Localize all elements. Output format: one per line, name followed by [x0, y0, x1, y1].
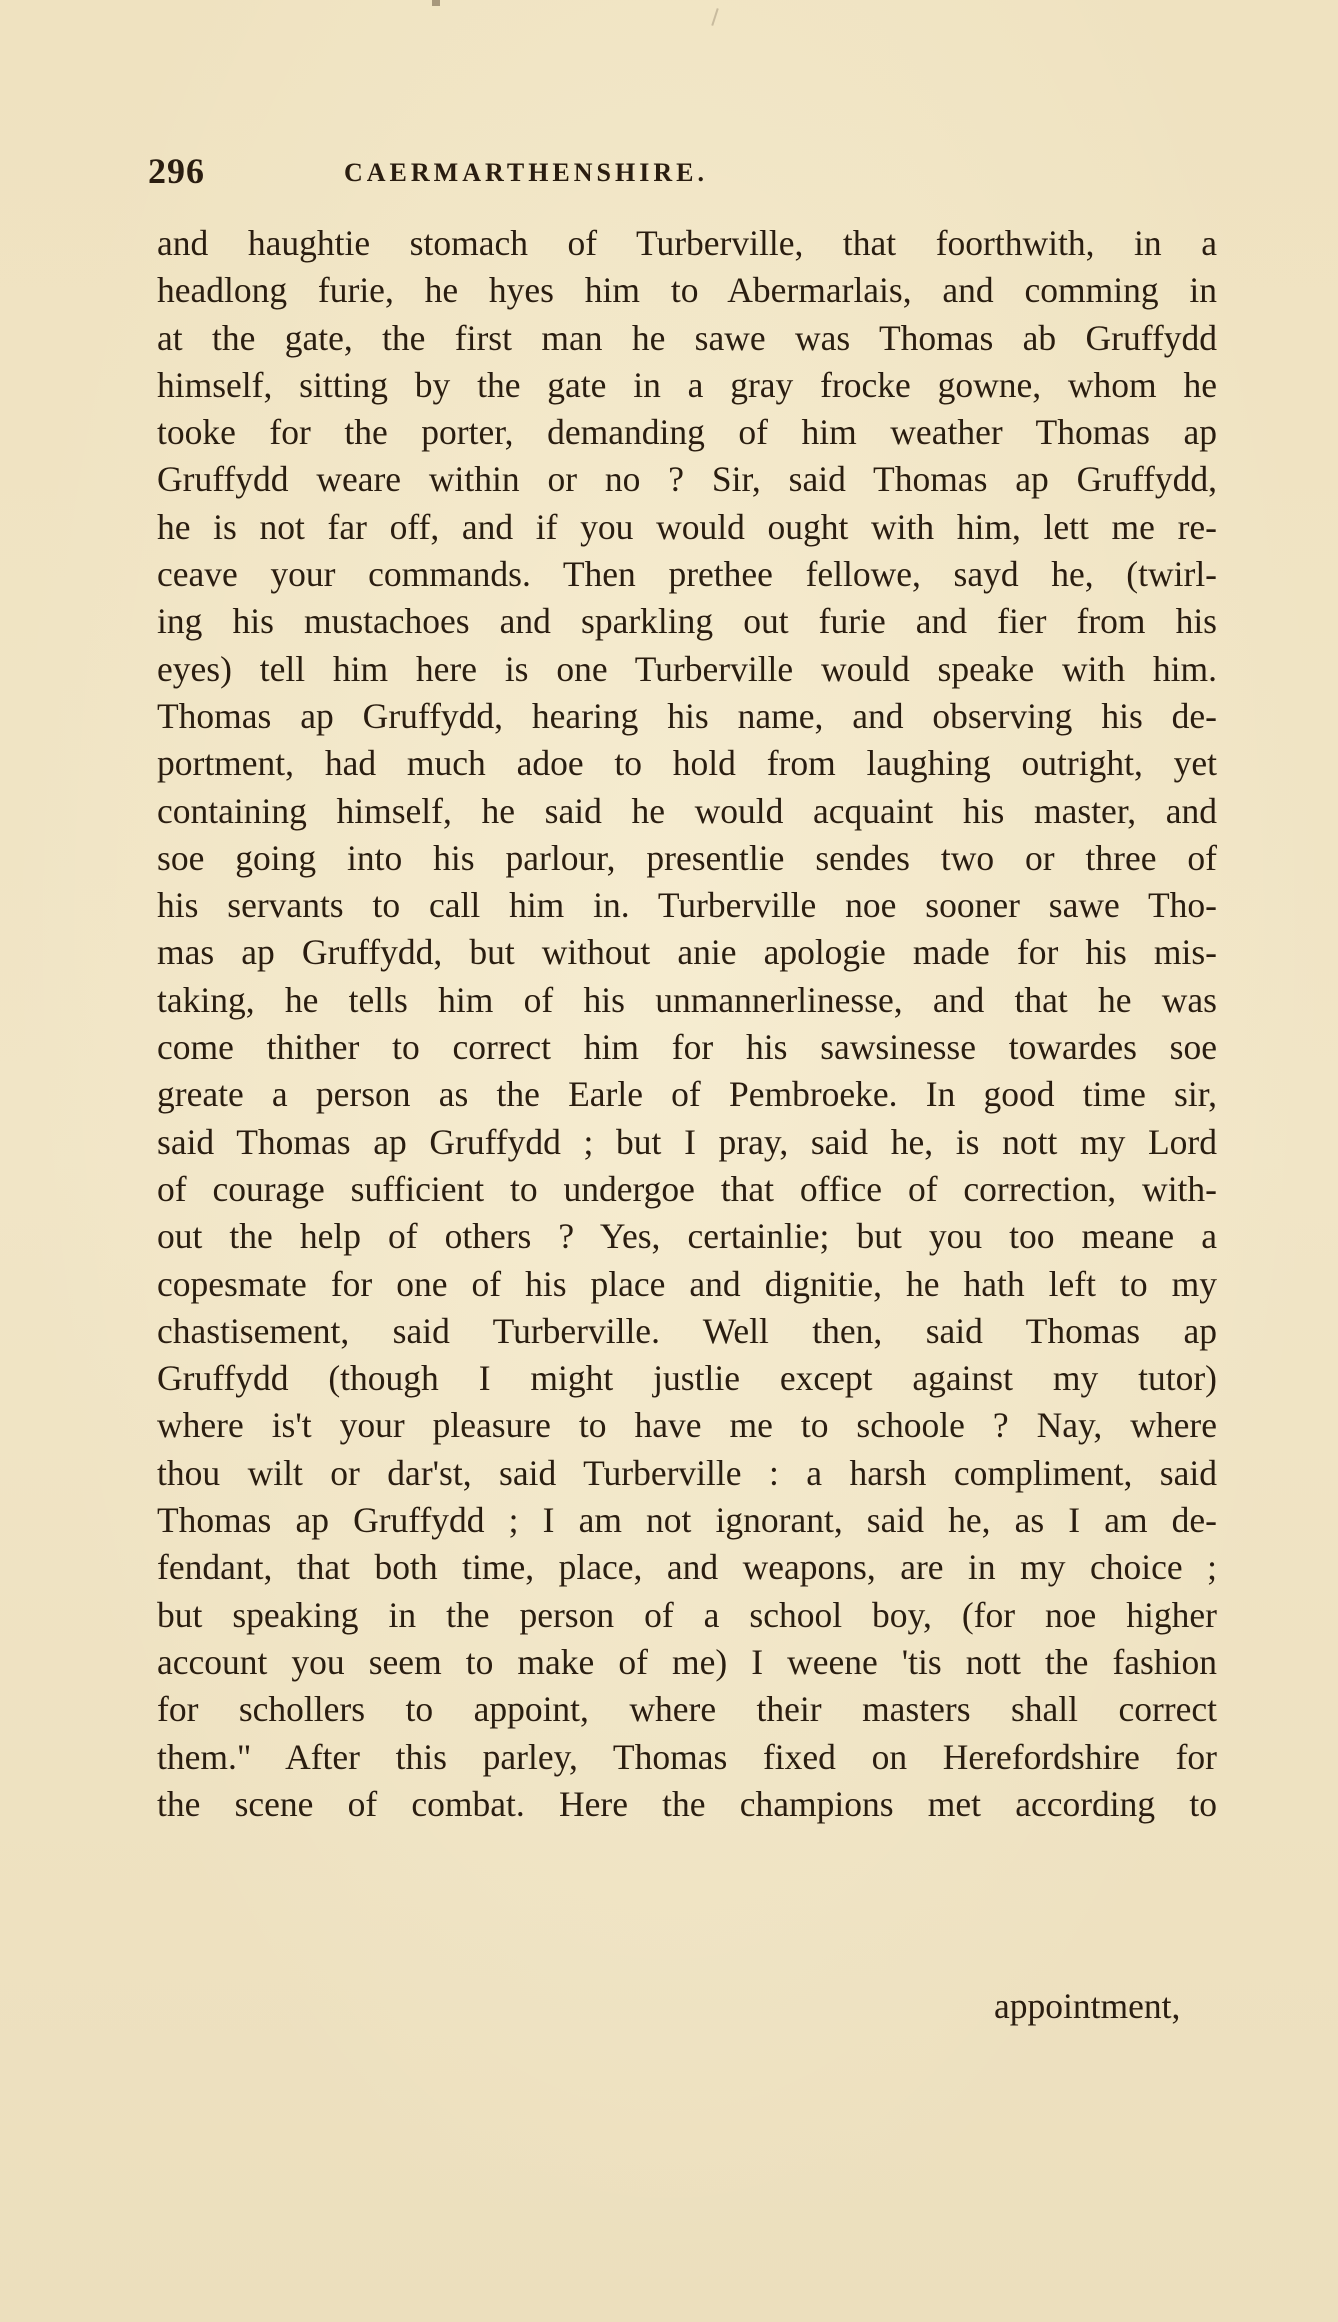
running-title: CAERMARTHENSHIRE. — [344, 158, 708, 187]
text-line: and haughtie stomach of Turberville, that foorthwith, in a — [157, 223, 1217, 263]
text-line: he is not far off, and if you would ought with him, lett me re- — [157, 506, 1217, 547]
text-line: of courage sufficient to undergoe that office of correction, with- — [157, 1168, 1217, 1209]
print-mark — [711, 8, 718, 26]
text-line: said Thomas ap Gruffydd ; but I pray, said he, is nott my Lord — [157, 1121, 1217, 1162]
text-line: tooke for the porter, demanding of him weather Thomas ap — [157, 412, 1217, 453]
text-line: come thither to correct him for his sawsinesse towardes soe — [157, 1027, 1217, 1068]
text-line: headlong furie, he hyes him to Abermarlais, and comming in — [157, 270, 1217, 311]
text-line: Thomas ap Gruffydd, hearing his name, and observing his de- — [157, 695, 1217, 736]
print-mark — [432, 0, 440, 6]
text-line: ceave your commands. Then prethee fellowe, sayd he, (twirl- — [157, 554, 1217, 595]
text-line: at the gate, the first man he sawe was Thomas ab Gruffydd — [157, 317, 1217, 358]
page-number: 296 — [148, 151, 205, 191]
text-line: eyes) tell him here is one Turberville would speake with him. — [157, 648, 1217, 689]
text-line: containing himself, he said he would acquaint his master, and — [157, 790, 1217, 831]
text-line: his servants to call him in. Turberville noe sooner sawe Tho- — [157, 885, 1217, 926]
text-line: Gruffydd weare within or no ? Sir, said Thomas ap Gruffydd, — [157, 459, 1217, 500]
text-line: Gruffydd (though I might justlie except against my tutor) — [157, 1358, 1217, 1399]
text-line: thou wilt or dar'st, said Turberville : a harsh compliment, said — [157, 1452, 1217, 1493]
page-header — [148, 150, 1228, 196]
text-line: himself, sitting by the gate in a gray frocke gowne, whom he — [157, 364, 1217, 405]
text-line: ing his mustachoes and sparkling out furie and fier from his — [157, 601, 1217, 642]
catchword: appointment, — [994, 1986, 1181, 2026]
text-line: the scene of combat. Here the champions met according to — [157, 1783, 1217, 1824]
text-line: account you seem to make of me) I weene 'tis nott the fashion — [157, 1641, 1217, 1682]
text-line: greate a person as the Earle of Pembroeke. In good time sir, — [157, 1074, 1217, 1115]
text-line: copesmate for one of his place and dignitie, he hath left to my — [157, 1263, 1217, 1304]
text-line: for schollers to appoint, where their masters shall correct — [157, 1689, 1217, 1730]
text-line: taking, he tells him of his unmannerlinesse, and that he was — [157, 979, 1217, 1020]
body-text — [157, 220, 1217, 1828]
text-line: mas ap Gruffydd, but without anie apologie made for his mis- — [157, 932, 1217, 973]
text-line: portment, had much adoe to hold from laughing outright, yet — [157, 743, 1217, 784]
text-line: chastisement, said Turberville. Well then, said Thomas ap — [157, 1310, 1217, 1351]
text-line: out the help of others ? Yes, certainlie; but you too meane a — [157, 1216, 1217, 1257]
text-line: soe going into his parlour, presentlie sendes two or three of — [157, 837, 1217, 878]
text-line: but speaking in the person of a school boy, (for noe higher — [157, 1594, 1217, 1635]
text-line: fendant, that both time, place, and weapons, are in my choice ; — [157, 1547, 1217, 1588]
text-line: Thomas ap Gruffydd ; I am not ignorant, said he, as I am de- — [157, 1500, 1217, 1541]
text-line: where is't your pleasure to have me to schoole ? Nay, where — [157, 1405, 1217, 1446]
text-line: them." After this parley, Thomas fixed on Herefordshire for — [157, 1736, 1217, 1777]
